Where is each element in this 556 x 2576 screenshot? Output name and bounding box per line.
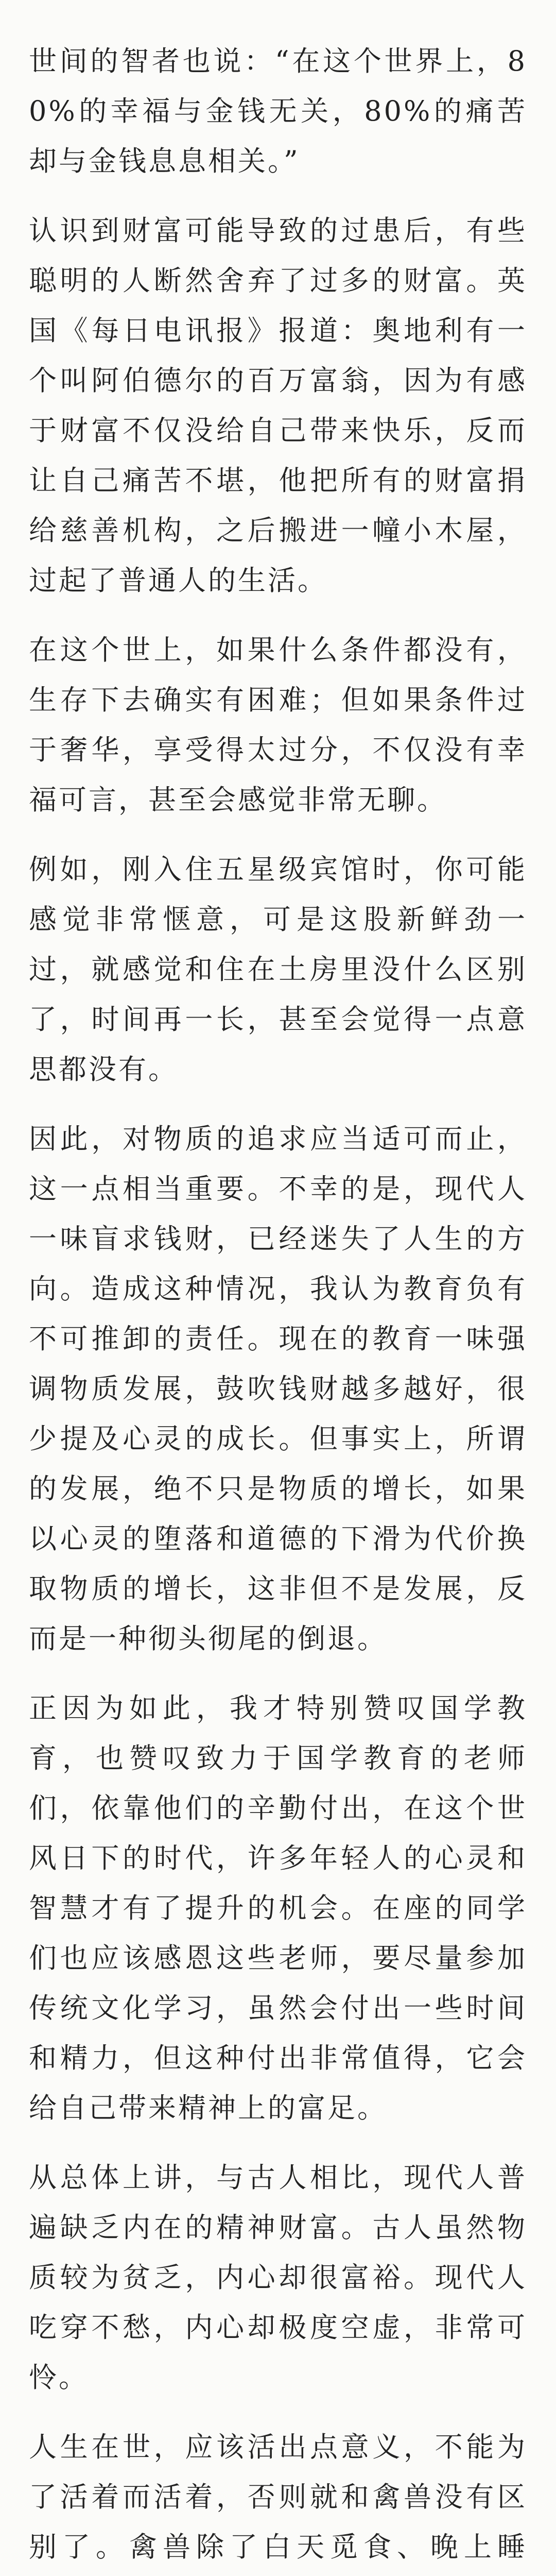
article-paragraph-7: 从总体上讲，与古人相比，现代人普遍缺乏内在的精神财富。古人虽然物质较为贫乏，内心却很富裕。现代人吃穿不愁，内心却极度空虚，非常可怜。 xyxy=(29,2161,527,2394)
article-paragraph-5: 因此，对物质的追求应当适可而止，这一点相当重要。不幸的是，现代人一味盲求钱财，已经迷失了人生的方向。造成这种情况，我认为教育负有不可推卸的责任。现在的教育一味强调物质发展，鼓吹钱财越多越好，很少提及心灵的成长。但事实上，所谓的发展，绝不只是物质的增长，如果以心灵的堕落和道德的下滑为代价换取物质的增长，这非但不是发展，反而是一种彻头彻尾的倒退。 xyxy=(29,1123,527,1655)
article-paragraph-8: 人生在世，应该活出点意义，不能为了活着而活着，否则就和禽兽没有区别了。禽兽除了白天觅食、晚上睡 xyxy=(29,2431,527,2563)
article-paragraph-3: 在这个世上，如果什么条件都没有，生存下去确实有困难；但如果条件过于奢华，享受得太过分，不仅没有幸福可言，甚至会感觉非常无聊。 xyxy=(29,634,527,816)
article-paragraph-1: 世间的智者也说：“在这个世界上，80%的幸福与金钱无关，80%的痛苦却与金钱息息相关。” xyxy=(29,45,527,177)
article-paragraph-4: 例如，刚入住五星级宾馆时，你可能感觉非常惬意，可是这股新鲜劲一过，就感觉和住在土房里没什么区别了，时间再一长，甚至会觉得一点意思都没有。 xyxy=(29,853,527,1086)
article-paragraph-2: 认识到财富可能导致的过患后，有些聪明的人断然舍弃了过多的财富。英国《每日电讯报》报道：奥地利有一个叫阿伯德尔的百万富翁，因为有感于财富不仅没给自己带来快乐，反而让自己痛苦不堪，他把所有的财富捐给慈善机构，之后搬进一幢小木屋，过起了普通人的生活。 xyxy=(29,214,527,597)
article-paragraph-6: 正因为如此，我才特别赞叹国学教育，也赞叹致力于国学教育的老师们，依靠他们的辛勤付出，在这个世风日下的时代，许多年轻人的心灵和智慧才有了提升的机会。在座的同学们也应该感恩这些老师，要尽量参加传统文化学习，虽然会付出一些时间和精力，但这种付出非常值得，它会给自己带来精神上的富足。 xyxy=(29,1692,527,2124)
